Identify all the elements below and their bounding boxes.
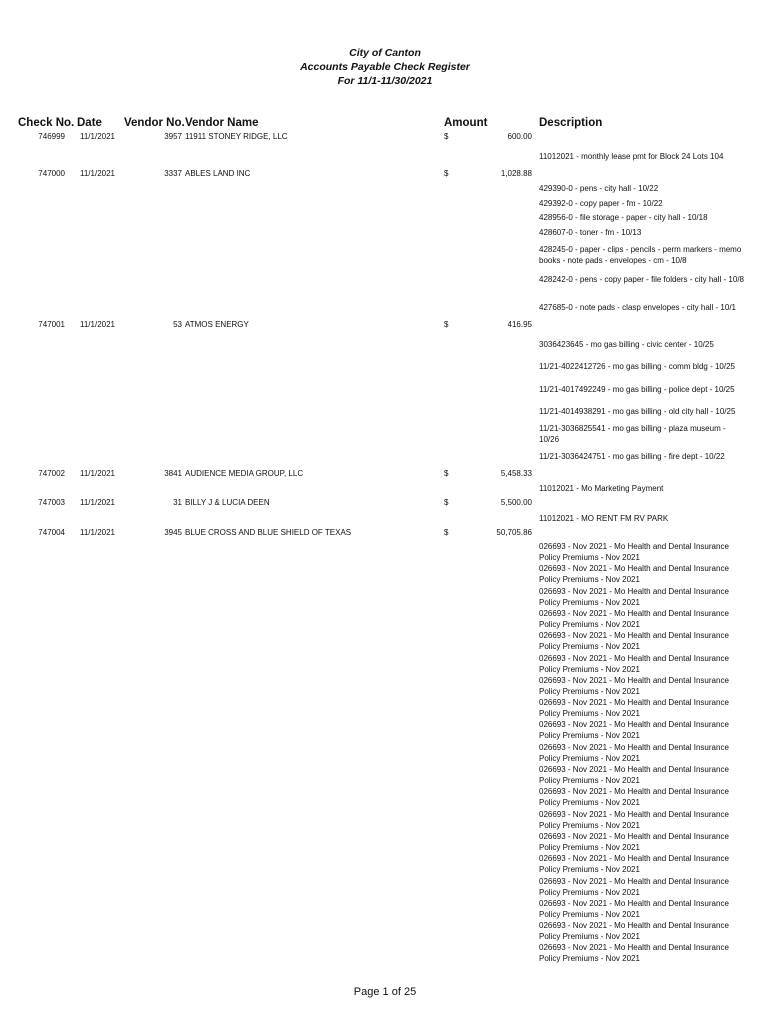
description-line: 11/21-4017492249 - mo gas billing - police dept - 10/25 [539,385,735,394]
check-amount: 1,028.88 [500,169,532,178]
check-date: 11/1/2021 [80,498,115,507]
check-number: 747001 [38,320,65,329]
report-city-title: City of Canton [349,47,421,59]
vendor-number: 3945 [164,528,182,537]
currency-symbol: $ [444,528,449,537]
check-date: 11/1/2021 [80,169,115,178]
col-header-check-no: Check No. [18,117,75,129]
vendor-number: 3957 [164,132,182,141]
description-line: 026693 - Nov 2021 - Mo Health and Dental Insurance Policy Premiums - Nov 2021 [539,876,729,897]
description-line: 11/21-4014938291 - mo gas billing - old city hall - 10/25 [539,407,736,416]
currency-symbol: $ [444,169,449,178]
check-amount: 600.00 [507,132,532,141]
page-number: Page 1 of 25 [353,986,417,998]
description-line: 427685-0 - note pads - clasp envelopes - city hall - 10/1 [539,303,737,312]
description-line: 11/21-3036825541 - mo gas billing - plaza museum - 10/26 [539,424,726,444]
description-line: 429390-0 - pens - city hall - 10/22 [539,184,659,193]
vendor-number: 3841 [164,469,182,478]
description-line: 11012021 - Mo Marketing Payment [539,484,664,493]
vendor-number: 31 [173,498,182,507]
vendor-name: ATMOS ENERGY [185,320,249,329]
vendor-name: BLUE CROSS AND BLUE SHIELD OF TEXAS [185,528,352,537]
check-number: 747000 [38,169,65,178]
check-amount: 5,500.00 [500,498,532,507]
description-line: 026693 - Nov 2021 - Mo Health and Dental Insurance Policy Premiums - Nov 2021 [539,564,729,585]
check-amount: 50,705.86 [496,528,532,537]
col-header-vendor-name: Vendor Name [185,117,259,129]
description-line: 026693 - Nov 2021 - Mo Health and Dental Insurance Policy Premiums - Nov 2021 [539,631,729,652]
check-date: 11/1/2021 [80,132,115,141]
description-line: 026693 - Nov 2021 - Mo Health and Dental Insurance Policy Premiums - Nov 2021 [539,765,729,785]
description-line: 428956-0 - file storage - paper - city hall - 10/18 [539,213,708,222]
description-line: 428245-0 - paper - clips - pencils - perm markers - memo books - note pads - envelopes - cm - 10/8 [539,245,742,265]
check-number: 746999 [38,132,65,141]
col-header-date: Date [77,117,102,129]
vendor-number: 53 [173,320,182,329]
vendor-name: AUDIENCE MEDIA GROUP, LLC [185,469,304,478]
col-header-amount: Amount [444,117,488,129]
currency-symbol: $ [444,498,449,507]
col-header-vendor-no: Vendor No. [124,117,185,129]
vendor-name: 11911 STONEY RIDGE, LLC [185,132,288,141]
check-number: 747004 [38,528,65,537]
description-line: 11012021 - monthly lease pmt for Block 24 Lots 104 [539,152,724,161]
description-line: 026693 - Nov 2021 - Mo Health and Dental Insurance Policy Premiums - Nov 2021 [539,787,729,808]
description-line: 428607-0 - toner - fm - 10/13 [539,228,642,237]
report-period: For 11/1-11/30/2021 [337,75,433,87]
description-line: 026693 - Nov 2021 - Mo Health and Dental Insurance Policy Premiums - Nov 2021 [539,675,729,696]
description-line: 026693 - Nov 2021 - Mo Health and Dental Insurance Policy Premiums - Nov 2021 [539,831,729,852]
report-title: Accounts Payable Check Register [300,61,470,73]
description-line: 026693 - Nov 2021 - Mo Health and Dental Insurance Policy Premiums - Nov 2021 [539,720,729,741]
description-line: 3036423645 - mo gas billing - civic center - 10/25 [539,340,714,349]
check-amount: 416.95 [507,320,532,329]
vendor-name: ABLES LAND INC [185,169,251,178]
description-line: 026693 - Nov 2021 - Mo Health and Dental Insurance Policy Premiums - Nov 2021 [539,698,729,719]
check-number: 747003 [38,498,65,507]
currency-symbol: $ [444,469,449,478]
currency-symbol: $ [444,320,449,329]
description-line: 428242-0 - pens - copy paper - file folders - city hall - 10/8 [539,275,744,284]
description-line: 026693 - Nov 2021 - Mo Health and Dental Insurance Policy Premiums - Nov 2021 [539,854,729,875]
check-date: 11/1/2021 [80,528,115,537]
description-line: 11/21-4022412726 - mo gas billing - comm bldg - 10/25 [539,362,735,371]
description-line: 026693 - Nov 2021 - Mo Health and Dental Insurance Policy Premiums - Nov 2021 [539,921,729,942]
check-amount: 5,458.33 [500,469,532,478]
description-line: 026693 - Nov 2021 - Mo Health and Dental Insurance Policy Premiums - Nov 2021 [539,586,729,607]
check-number: 747002 [38,469,65,478]
description-line: 11/21-3036424751 - mo gas billing - fire dept - 10/22 [539,452,725,461]
check-date: 11/1/2021 [80,469,115,478]
check-date: 11/1/2021 [80,320,115,329]
description-line: 026693 - Nov 2021 - Mo Health and Dental Insurance Policy Premiums - Nov 2021 [539,943,729,964]
currency-symbol: $ [444,132,449,141]
vendor-number: 3337 [164,169,182,178]
col-header-description: Description [539,117,603,129]
description-line: 429392-0 - copy paper - fm - 10/22 [539,199,663,208]
description-line: 026693 - Nov 2021 - Mo Health and Dental Insurance Policy Premiums - Nov 2021 [539,898,729,919]
description-line: 11012021 - MO RENT FM RV PARK [539,514,669,523]
description-line: 026693 - Nov 2021 - Mo Health and Dental Insurance Policy Premiums - Nov 2021 [539,542,729,562]
description-line: 026693 - Nov 2021 - Mo Health and Dental Insurance Policy Premiums - Nov 2021 [539,742,729,763]
vendor-name: BILLY J & LUCIA DEEN [185,498,270,507]
description-line: 026693 - Nov 2021 - Mo Health and Dental Insurance Policy Premiums - Nov 2021 [539,653,729,674]
description-line: 026693 - Nov 2021 - Mo Health and Dental Insurance Policy Premiums - Nov 2021 [539,608,729,629]
description-line: 026693 - Nov 2021 - Mo Health and Dental Insurance Policy Premiums - Nov 2021 [539,809,729,830]
